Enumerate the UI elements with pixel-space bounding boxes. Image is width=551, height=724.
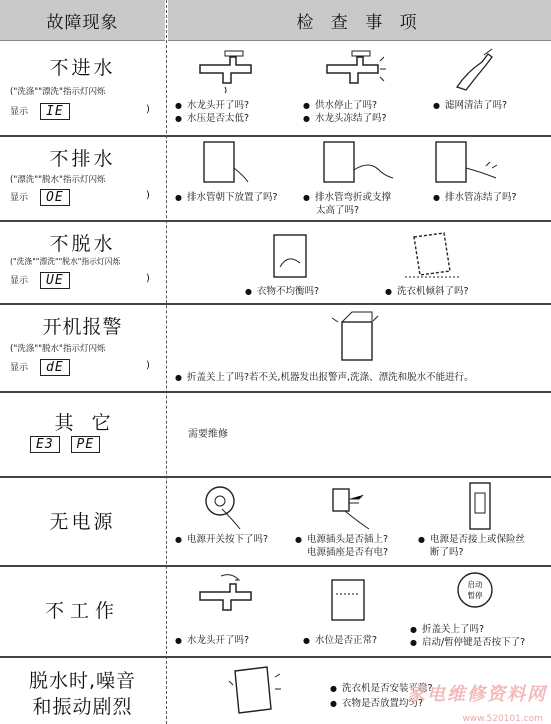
paren: ) [146,360,150,371]
check-item: ● 电源是否接上或保险丝 [418,534,525,545]
header-fault: 故障现象 [0,0,165,41]
tilted-washer-illustration [400,227,470,282]
row-power-on-alarm [0,304,551,393]
check-item: ● 衣物不均衡吗? [245,286,320,297]
frozen-faucet-illustration [322,47,387,92]
check-item: ● 折盖关上了吗?若不关,机器发出报警声,洗涤、漂洗和脱水不能进行。 [175,372,474,383]
fault-title: 脱水时,噪音 [28,670,137,692]
fault-title: 不工作 [44,600,120,622]
check-item: ● 排水管冻结了吗? [433,192,517,203]
check-item: ● 启动/暂停键是否按下了? [410,637,526,648]
check-item: ● 洗衣机倾斜了吗? [385,286,469,297]
display-label: 显示 OE [10,189,70,206]
paren: ) [146,190,150,201]
pause-label: 暂停 [467,591,483,600]
fault-title: 其它 [54,412,129,434]
error-code: OE [40,189,70,206]
washer-kinked-hose-illustration [318,138,398,186]
faucet-illustration [195,47,255,92]
check-item: ● 折盖关上了吗? [410,624,485,635]
check-item: ● 排水管弯折或支撑 [303,192,391,203]
row-not-working [0,566,551,658]
fault-note: ("漂洗""脱水"指示灯闪烁 [10,175,106,185]
plug-socket-illustration [325,483,380,533]
check-item: ● 水位是否正常? [303,635,378,646]
paren: ) [146,273,150,284]
row-no-water-inlet [0,41,551,137]
error-code: IE [40,103,70,120]
row-other [0,392,551,478]
row-no-power [0,477,551,567]
display-label: 显示 IE [10,103,70,120]
error-code: dE [40,359,70,376]
check-item: ● 水压是否太低? [175,113,250,124]
display-label: 显示 dE [10,359,70,376]
other-codes [30,436,100,453]
washer-frozen-hose-illustration [430,138,505,186]
unbalanced-load-illustration [268,227,318,282]
check-item: ● 供水停止了吗? [303,100,378,111]
washer-lid-alarm-illustration [330,308,385,363]
error-code: E3 [30,436,60,453]
fault-title: 开机报警 [42,316,123,338]
check-item: ● 排水管朝下放置了吗? [175,192,278,203]
fault-title-line2: 和振动剧烈 [32,696,133,718]
washer-drain-illustration [198,138,253,186]
fault-title: 无电源 [49,511,116,533]
start-pause-button-illustration [455,570,495,620]
start-label: 启动 [467,580,483,589]
check-item: ● 水龙头冻结了吗? [303,113,387,124]
watermark: 家电维修资料网 [407,684,547,705]
check-item-cont: 太高了吗? [316,205,360,216]
check-item-cont: 电源插座是否有电? [307,547,389,558]
fault-title: 不脱水 [49,233,116,255]
fault-title: 不排水 [49,148,116,170]
check-item-cont: 断了吗? [430,547,464,558]
check-item: 需要维修 [188,429,228,440]
fault-note: ("洗涤""漂洗""脱水"指示灯闪烁 [10,257,121,266]
row-no-drain [0,136,551,222]
paren: ) [146,104,150,115]
vibrating-washer-illustration [225,661,285,719]
check-item: ● 电源开关按下了吗? [175,534,269,545]
check-item: ● 衣物是否放置均匀? [330,698,424,709]
fault-note: ("洗涤""脱水"指示灯闪烁 [10,344,106,354]
error-code: PE [71,436,101,453]
filter-screen-illustration [452,47,502,92]
fault-title: 不进水 [49,57,116,79]
watermark-url: www.520101.com [462,714,543,724]
check-item: ● 水龙头开了吗? [175,100,250,111]
error-code: UE [40,272,70,289]
fault-note: ("洗涤""漂洗"指示灯闪烁 [10,87,106,97]
fuse-box-illustration [466,481,496,533]
water-level-illustration [328,574,373,624]
header-check: 检 查 事 项 [168,0,551,41]
row-no-spin [0,221,551,305]
faucet-open-illustration [195,574,255,619]
check-item: ● 滤网清洁了吗? [433,100,508,111]
check-item: ● 电源插头是否插上? [295,534,389,545]
check-item: ● 水龙头开了吗? [175,635,250,646]
power-switch-illustration [200,483,250,533]
check-item: ● 洗衣机是否安装平稳? [330,683,433,694]
display-label: 显示 UE [10,272,70,289]
